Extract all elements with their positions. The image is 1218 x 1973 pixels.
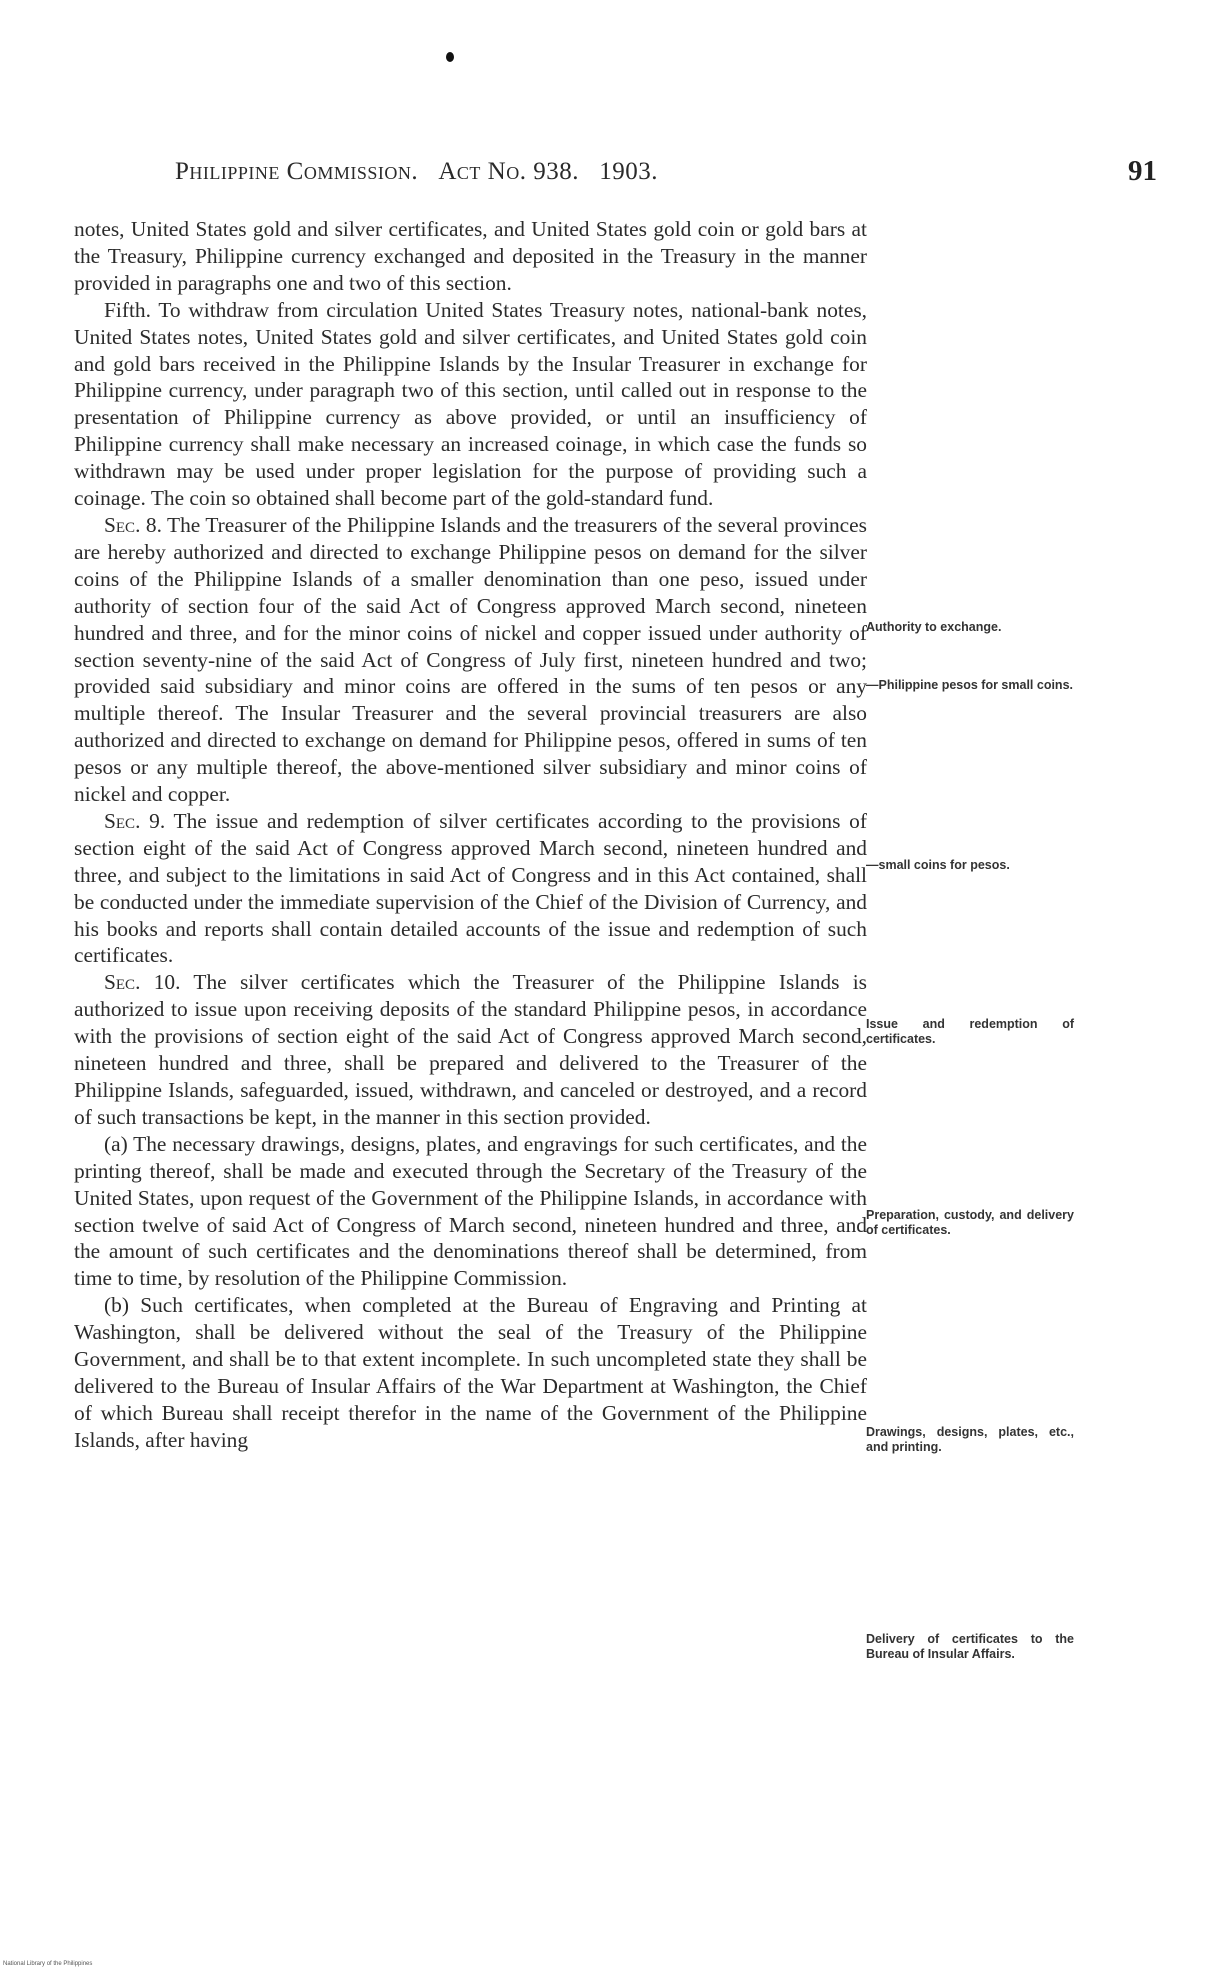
paragraph [74,216,867,297]
paragraph-text: The Treasurer of the Philippine Islands and the treasurers of the several provinces are hereby authorized and directed to exchange Philippine pesos on demand for the silver coins of the Philippine Islands of a smaller denomination than one peso, issued under authority of section four of the said Act of Congress approved March second, nineteen hundred and three, and for the minor coins of nickel and copper issued under authority of section seventy-nine of the said Act of Congress of July first, nineteen hundred and two; provided said subsidiary and minor coins are offered in the sums of ten pesos or any multiple thereof. The Insular Treasurer and the several provincial treasurers are also authorized and directed to exchange on demand for Philippine pesos, offered in sums of ten pesos or any multiple thereof, the above-mentioned silver subsidiary and minor coins of nickel and copper. [74,512,867,807]
margin-note: —Philippine pesos for small coins. [866,678,1073,692]
paragraph [74,1131,867,1292]
paragraph [74,1292,867,1453]
paragraph [74,512,867,808]
paragraph [74,297,867,512]
page-number: 91 [1128,155,1157,187]
paragraph [74,808,867,969]
subsection-lead: (a) [104,1131,128,1156]
paragraph-text: Such certificates, when completed at the Bureau of Engraving and Printing at Washington, shall be delivered without the seal of the Treasury of the Philippine Government, and shall be to that extent incomplete. In such uncompleted state they shall be delivered to the Bureau of Insular Affairs of the War Department at Washington, the Chief of which Bureau shall receipt therefor in the name of the Government of the Philippine Islands, after having [74,1293,867,1452]
ink-dot [446,52,454,62]
body-text [74,216,867,1454]
paragraph-text: Fifth. To withdraw from circulation United States Treasury notes, national-bank notes, United States notes, United States gold and silver certificates, and United States gold coin and gold bars received in the Philippine Islands by the Insular Treasurer in exchange for Philippine currency, under paragraph two of this section, until called out in response to the presentation of Philippine currency as above provided, or until an insufficiency of Philippine currency shall make necessary an increased coinage, in which case the funds so withdrawn may be used under proper legislation for the purpose of providing such a coinage. The coin so obtained shall become part of the gold-standard fund. [74,297,867,511]
margin-note: Drawings, designs, plates, etc., and printing. [866,1425,1074,1454]
paragraph-text: notes, United States gold and silver certificates, and United States gold coin or gold bars at the Treasury, Philippine currency exchanged and deposited in the Treasury in the manner provided in paragraphs one and two of this section. [74,217,867,295]
section-lead: Sec. 10. [104,970,181,995]
paragraph-text: The silver certificates which the Treasurer of the Philippine Islands is authorized to issue upon receiving deposits of the standard Philippine pesos, in accordance with the provisions of section eight of the said Act of Congress approved March second, nineteen hundred and three, shall be prepared and delivered to the Treasurer of the Philippine Islands, safeguarded, issued, withdrawn, and canceled or destroyed, and a record of such transactions be kept, in the manner in this section provided. [74,970,868,1129]
footer-credit: National Library of the Philippines [3,1961,93,1967]
running-head-act: Act No. 938. [438,158,579,185]
margin-note: —small coins for pesos. [866,858,1010,872]
running-head [175,158,658,186]
section-lead: Sec. 8. [104,512,162,537]
margin-note: Authority to exchange. [866,620,1002,634]
running-head-year: 1903. [599,158,658,185]
margin-note: Preparation, custody, and delivery of certificates. [866,1208,1074,1237]
subsection-lead: (b) [104,1293,129,1318]
paragraph [74,969,867,1130]
section-lead: Sec. 9. [104,808,166,833]
running-head-commission: Philippine Commission. [175,158,419,185]
margin-note: Issue and redemption of certificates. [866,1017,1074,1046]
paragraph-text: The issue and redemption of silver certificates according to the provisions of section eight of the said Act of Congress approved March second, nineteen hundred and three, and subject to the limitations in said Act of Congress and in this Act contained, shall be conducted under the immediate supervision of the Chief of the Division of Currency, and his books and reports shall contain detailed accounts of the issue and redemption of such certificates. [74,808,867,968]
margin-note: Delivery of certificates to the Bureau of Insular Affairs. [866,1632,1074,1661]
paragraph-text: The necessary drawings, designs, plates, and engravings for such certificates, and the printing thereof, shall be made and executed through the Secretary of the Treasury of the United States, upon request of the Government of the Philippine Islands, in accordance with section twelve of said Act of Congress of March second, nineteen hundred and three, and the amount of such certificates and the denominations thereof shall be determined, from time to time, by resolution of the Philippine Commission. [74,1131,867,1291]
